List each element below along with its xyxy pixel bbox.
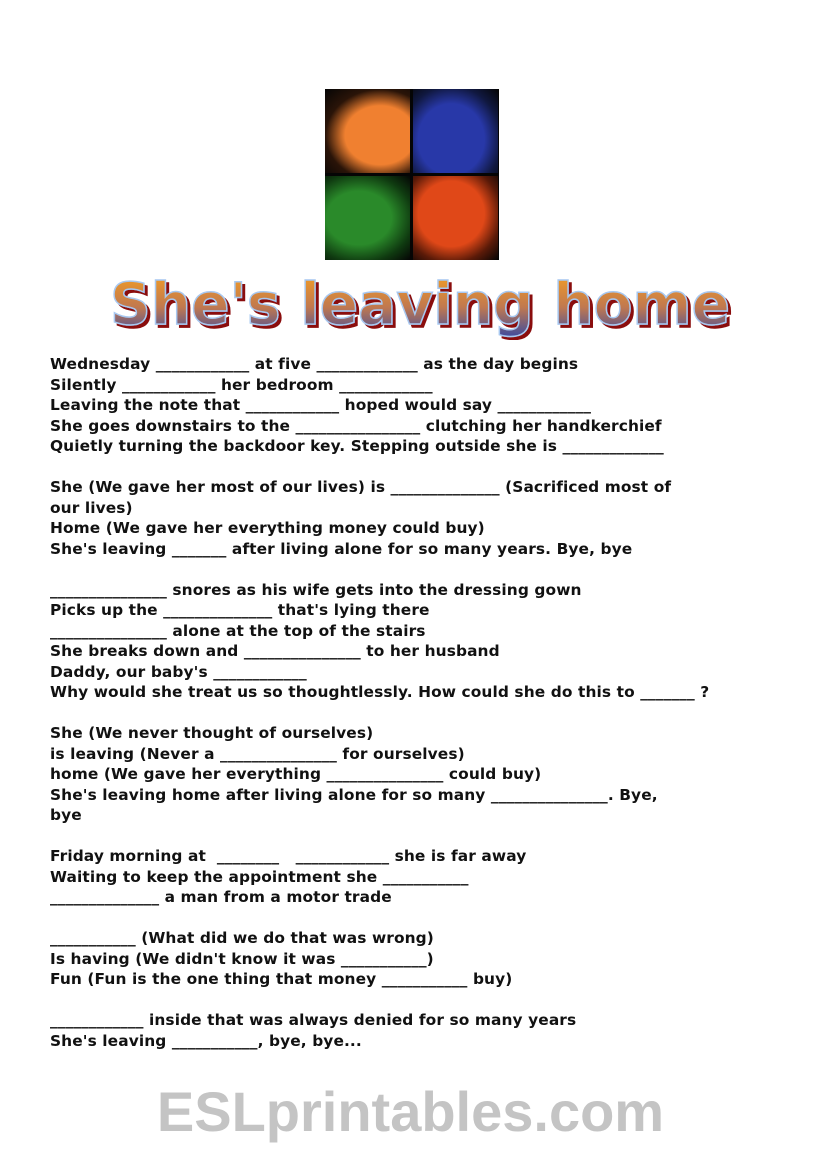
lyric-line: Why would she treat us so thoughtlessly. How could she do this to _______ ? <box>50 683 710 701</box>
lyric-line: our lives) <box>50 498 133 517</box>
lyric-line: Picks up the ______________ that's lying there <box>50 601 430 619</box>
page-title <box>100 270 740 340</box>
lyric-line: She goes downstairs to the ________________ clutching her handkerchief <box>50 416 662 435</box>
lyric-line: She breaks down and _______________ to her husband <box>50 642 500 660</box>
lyric-line: Daddy, our baby's ____________ <box>50 662 307 681</box>
lyric-line: Silently ____________ her bedroom ____________ <box>50 375 433 394</box>
lyric-line: Wednesday ____________ at five _____________ as the day begins <box>50 355 579 373</box>
beatles-portrait-image <box>325 89 499 260</box>
lyric-line: Waiting to keep the appointment she ___________ <box>50 867 469 886</box>
title-text: She's leaving home <box>110 270 730 338</box>
stanza-gap <box>50 703 780 724</box>
stanza <box>50 580 780 703</box>
lyric-line: She's leaving _______ after living alone for so many years. Bye, bye <box>50 539 633 558</box>
lyric-line: _______________ snores as his wife gets into the dressing gown <box>50 580 582 599</box>
stanza <box>50 723 780 826</box>
portrait-panel-blue <box>413 89 498 173</box>
lyric-line: ______________ a man from a motor trade <box>50 888 392 906</box>
stanza <box>50 846 780 908</box>
lyric-line: Home (We gave her everything money could buy) <box>50 519 485 537</box>
stanza <box>50 928 780 990</box>
stanza-gap <box>50 457 780 478</box>
stanza-gap <box>50 990 780 1011</box>
portrait-panel-red <box>413 176 498 260</box>
lyric-line: She's leaving ___________, bye, bye... <box>50 1031 362 1050</box>
stanza-gap <box>50 826 780 847</box>
lyric-line: _______________ alone at the top of the stairs <box>50 621 426 640</box>
lyrics-worksheet <box>50 354 780 1051</box>
lyric-line: She (We gave her most of our lives) is ______________ (Sacrificed most of <box>50 478 672 496</box>
stanza <box>50 1010 780 1051</box>
lyric-line: Friday morning at ________ ____________ she is far away <box>50 847 527 865</box>
lyric-line: She's leaving home after living alone for so many _______________. Bye, <box>50 785 658 804</box>
portrait-panel-orange <box>325 89 410 173</box>
lyric-line: is leaving (Never a _______________ for ourselves) <box>50 744 465 763</box>
stanza-gap <box>50 559 780 580</box>
portrait-panel-green <box>325 176 410 260</box>
lyric-line: Quietly turning the backdoor key. Stepping outside she is _____________ <box>50 437 664 455</box>
watermark: ESLprintables.com <box>156 1080 665 1143</box>
stanza-gap <box>50 908 780 929</box>
lyric-line: Is having (We didn't know it was ___________) <box>50 949 434 968</box>
stanza <box>50 477 780 559</box>
lyric-line: bye <box>50 806 82 824</box>
lyric-line: home (We gave her everything _______________ could buy) <box>50 765 542 783</box>
lyric-line: Leaving the note that ____________ hoped would say ____________ <box>50 396 592 414</box>
stanza <box>50 354 780 457</box>
lyric-line: ____________ inside that was always denied for so many years <box>50 1011 577 1029</box>
lyric-line: ___________ (What did we do that was wrong) <box>50 929 434 947</box>
lyric-line: She (We never thought of ourselves) <box>50 724 374 742</box>
lyric-line: Fun (Fun is the one thing that money ___________ buy) <box>50 970 513 988</box>
